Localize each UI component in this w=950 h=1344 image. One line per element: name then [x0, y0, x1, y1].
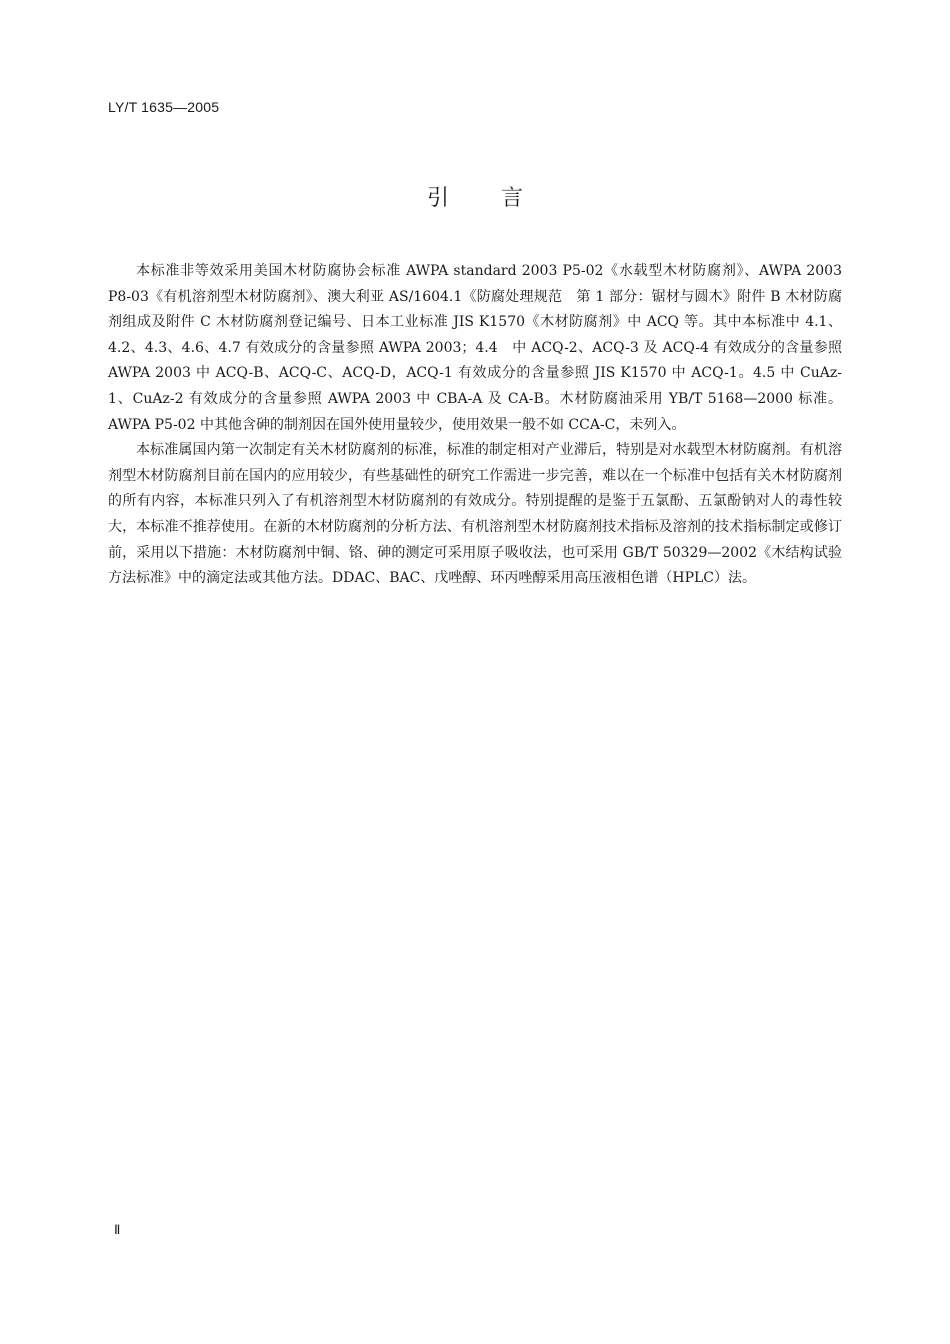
paragraph-scope-notes: 本标准属国内第一次制定有关木材防腐剂的标准，标准的制定相对产业滞后，特别是对水载型木材防腐剂。有机溶剂型木材防腐剂目前在国内的应用较少，有些基础性的研究工作需进一步完善，难以在一个标准中包括有关木材防腐剂的所有内容，本标准只列入了有机溶剂型木材防腐剂的有效成分。特别提醒的是鉴于五氯酚、五氯酚钠对人的毒性较大，本标准不推荐使用。在新的木材防腐剂的分析方法、有机溶剂型木材防腐剂技术指标及溶剂的技术指标制定或修订前，采用以下措施：木材防腐剂中铜、铬、砷的测定可采用原子吸收法，也可采用 GB/T 50329—2002《木结构试验方法标准》中的滴定法或其他方法。DDAC、BAC、戊唑醇、环丙唑醇采用高压液相色谱（HPLC）法。 — [108, 442, 842, 587]
page-number: Ⅱ — [114, 1222, 121, 1237]
paragraph-adoption: 本标准非等效采用美国木材防腐协会标准 AWPA standard 2003 P5-02《水载型木材防腐剂》、AWPA 2003 P8-03《有机溶剂型木材防腐剂》、澳大利亚 AS/1604.1《防腐处理规范 第 1 部分：锯材与圆木》附件 B 木材防腐剂组成及附件 C 木材防腐剂登记编号、日本工业标准 JIS K1570《木材防腐剂》中 ACQ 等。其中本标准中 4.1、4.2、4.3、4.6、4.7 有效成分的含量参照 AWPA 2003；4.4 中 ACQ-2、ACQ-3 及 ACQ-4 有效成分的含量参照 AWPA 2003 中 ACQ-B、ACQ-C、ACQ-D，ACQ-1 有效成分的含量参照 JIS K1570 中 ACQ-1。4.5 中 CuAz-1、CuAz-2 有效成分的含量参照 AWPA 2003 中 CBA-A 及 CA-B。木材防腐油采用 YB/T 5168—2000 标准。AWPA P5-02 中其他含砷的制剂因在国外使用量较少，使用效果一般不如 CCA-C，未列入。 — [108, 263, 842, 433]
page-title: 引言 — [426, 186, 575, 211]
document-body — [108, 259, 842, 592]
standard-code-header: LY/T 1635—2005 — [108, 99, 220, 115]
